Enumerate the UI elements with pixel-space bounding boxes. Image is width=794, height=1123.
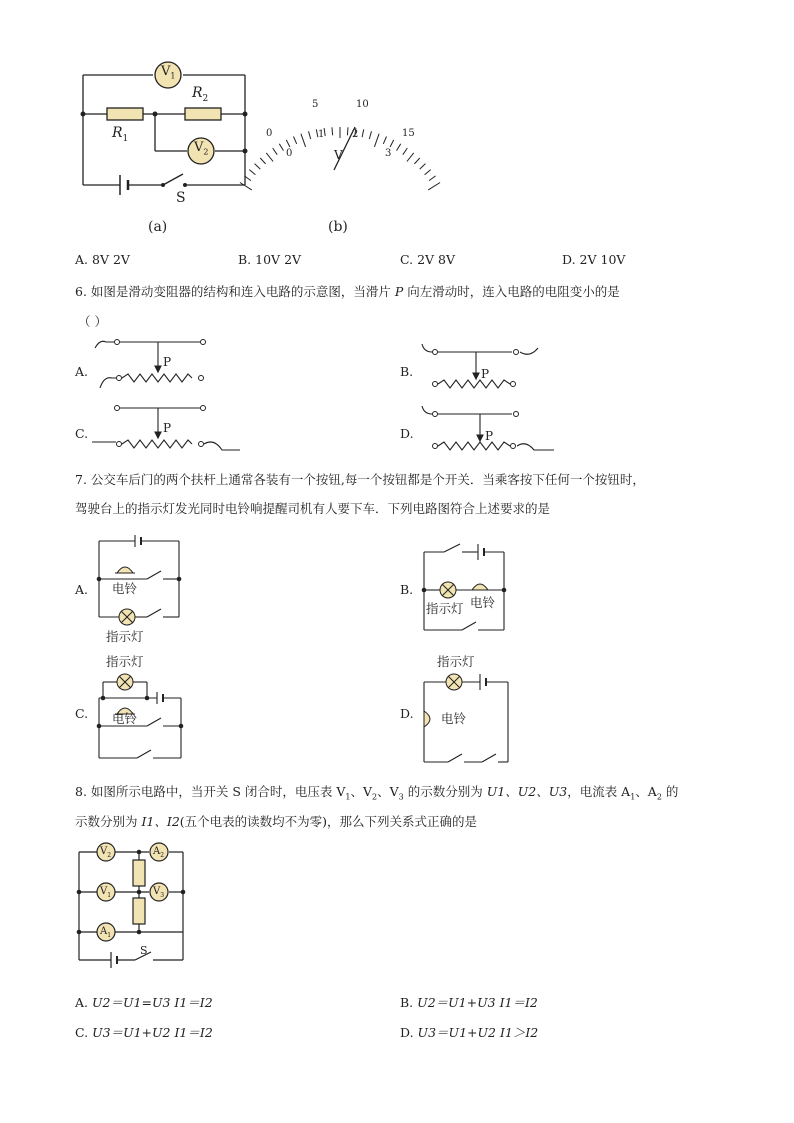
dial-tick (414, 158, 419, 164)
dial-top-10: 10 (356, 99, 369, 110)
dial-bottom-1: 1 (318, 129, 325, 140)
v3-meter-8: $V_3$ (153, 886, 165, 899)
circuit-8 (75, 840, 190, 970)
r1-label: $R_1$ (112, 125, 129, 144)
dial-top-15: 15 (402, 128, 415, 139)
q7-option-b[interactable]: B. (400, 582, 414, 597)
r2-label: $R_2$ (192, 85, 209, 104)
lamp-label-7b: 指示灯 (426, 601, 464, 616)
lamp-label-7c: 指示灯 (106, 654, 144, 669)
dial-tick (374, 134, 379, 147)
dial-tick (397, 144, 401, 151)
q5-option-a[interactable]: A. 8V 2V (75, 252, 130, 267)
q8-stem-line1: 8. 如图所示电路中，当开关 S 闭合时，电压表 $V_1$、$V_2$、$V_3$ 的示数分别为 U1、U2、U3，电流表 $A_1$、$A_2$ 的 (75, 784, 679, 802)
dial-tick (347, 127, 348, 135)
q8-option-d[interactable]: D. U3＝U1+U2 I1＞I2 (400, 1025, 539, 1040)
dial-tick (390, 140, 394, 147)
bell-label-7b: 电铃 (470, 595, 496, 610)
dial-tick (273, 148, 278, 155)
voltmeter-dial (262, 95, 422, 185)
q5-circuit-a (75, 55, 275, 240)
circuit-7d (420, 670, 515, 768)
q6-blank: （ ） (78, 314, 107, 329)
q5-option-d[interactable]: D. 2V 10V (562, 252, 626, 267)
circuit-7c (95, 670, 190, 765)
v1-meter-label: $V_1$ (161, 64, 176, 81)
dial-tick (429, 176, 436, 181)
q6-option-b[interactable]: B. (400, 364, 414, 379)
dial-tick (309, 131, 311, 139)
dial-tick (279, 144, 283, 151)
a1-meter-8: $A_1$ (100, 926, 112, 939)
v2-meter-label: $V_2$ (194, 140, 209, 157)
dial-unit: V (334, 148, 343, 162)
dial-bottom-2: 2 (352, 129, 359, 140)
q6-stem: 6. 如图是滑动变阻器的结构和连入电路的示意图，当滑片 P 向左滑动时，连入电路的电阻变小的是 (75, 284, 620, 299)
q5-option-b[interactable]: B. 10V 2V (238, 252, 302, 267)
a2-meter-8: $A_2$ (153, 846, 165, 859)
q8-option-a[interactable]: A. U2＝U1=U3 I1＝I2 (75, 995, 213, 1010)
slider-p-label-d: P (485, 429, 494, 443)
caption-a: (a) (148, 219, 168, 235)
q7-option-a[interactable]: A. (75, 582, 89, 597)
switch-s-label: S (176, 190, 186, 206)
dial-tick (420, 164, 426, 170)
q7-option-c[interactable]: C. (75, 706, 89, 721)
dial-tick (266, 153, 273, 162)
q7-stem-line1: 7. 公交车后门的两个扶杆上通常各装有一个按钮,每一个按钮都是个开关．当乘客按下任何一个按钮时， (75, 472, 645, 487)
dial-tick (286, 140, 290, 147)
circuit-7a (97, 533, 187, 628)
lamp-label-7a: 指示灯 (106, 629, 144, 644)
bell-label-7c: 电铃 (112, 711, 138, 726)
dial-tick (369, 131, 371, 139)
bell-label-7a: 电铃 (112, 581, 138, 596)
q6-option-a[interactable]: A. (75, 364, 89, 379)
dial-tick (428, 183, 440, 190)
dial-tick (301, 134, 306, 147)
q5-option-c[interactable]: C. 2V 8V (400, 252, 456, 267)
dial-top-0: 0 (266, 128, 273, 139)
lamp-label-7d: 指示灯 (437, 654, 475, 669)
bell-label-7d: 电铃 (441, 711, 467, 726)
q6-option-d[interactable]: D. (400, 426, 414, 441)
v2-meter-8: $V_2$ (100, 846, 112, 859)
q6-option-c[interactable]: C. (75, 426, 89, 441)
switch-s-label-8: S (140, 944, 148, 957)
rheostat-a (92, 336, 222, 391)
dial-tick (332, 127, 333, 135)
slider-p-label-a: P (163, 355, 172, 369)
dial-tick (362, 129, 364, 137)
dial-bottom-3: 3 (385, 148, 392, 159)
dial-top-5: 5 (312, 99, 319, 110)
dial-bottom-0: 0 (286, 148, 293, 159)
dial-tick (425, 170, 431, 175)
circuit-7b (422, 540, 512, 635)
dial-tick (383, 137, 386, 144)
v1-meter-8: $V_1$ (100, 886, 112, 899)
q7-option-d[interactable]: D. (400, 706, 414, 721)
q8-stem-line2: 示数分别为 I1、I2(五个电表的读数均不为零)，那么下列关系式正确的是 (75, 814, 478, 829)
slider-p-label-b: P (481, 367, 490, 381)
q8-option-b[interactable]: B. U2＝U1+U3 I1＝I2 (400, 995, 538, 1010)
slider-p-label-c: P (163, 421, 172, 435)
dial-tick (294, 137, 297, 144)
q8-option-c[interactable]: C. U3＝U1+U2 I1＝I2 (75, 1025, 213, 1040)
caption-b: (b) (328, 219, 348, 235)
dial-tick (407, 153, 414, 162)
dial-tick (403, 148, 408, 155)
q7-stem-line2: 驾驶台上的指示灯发光同时电铃响提醒司机有人要下车．下列电路图符合上述要求的是 (75, 501, 551, 516)
